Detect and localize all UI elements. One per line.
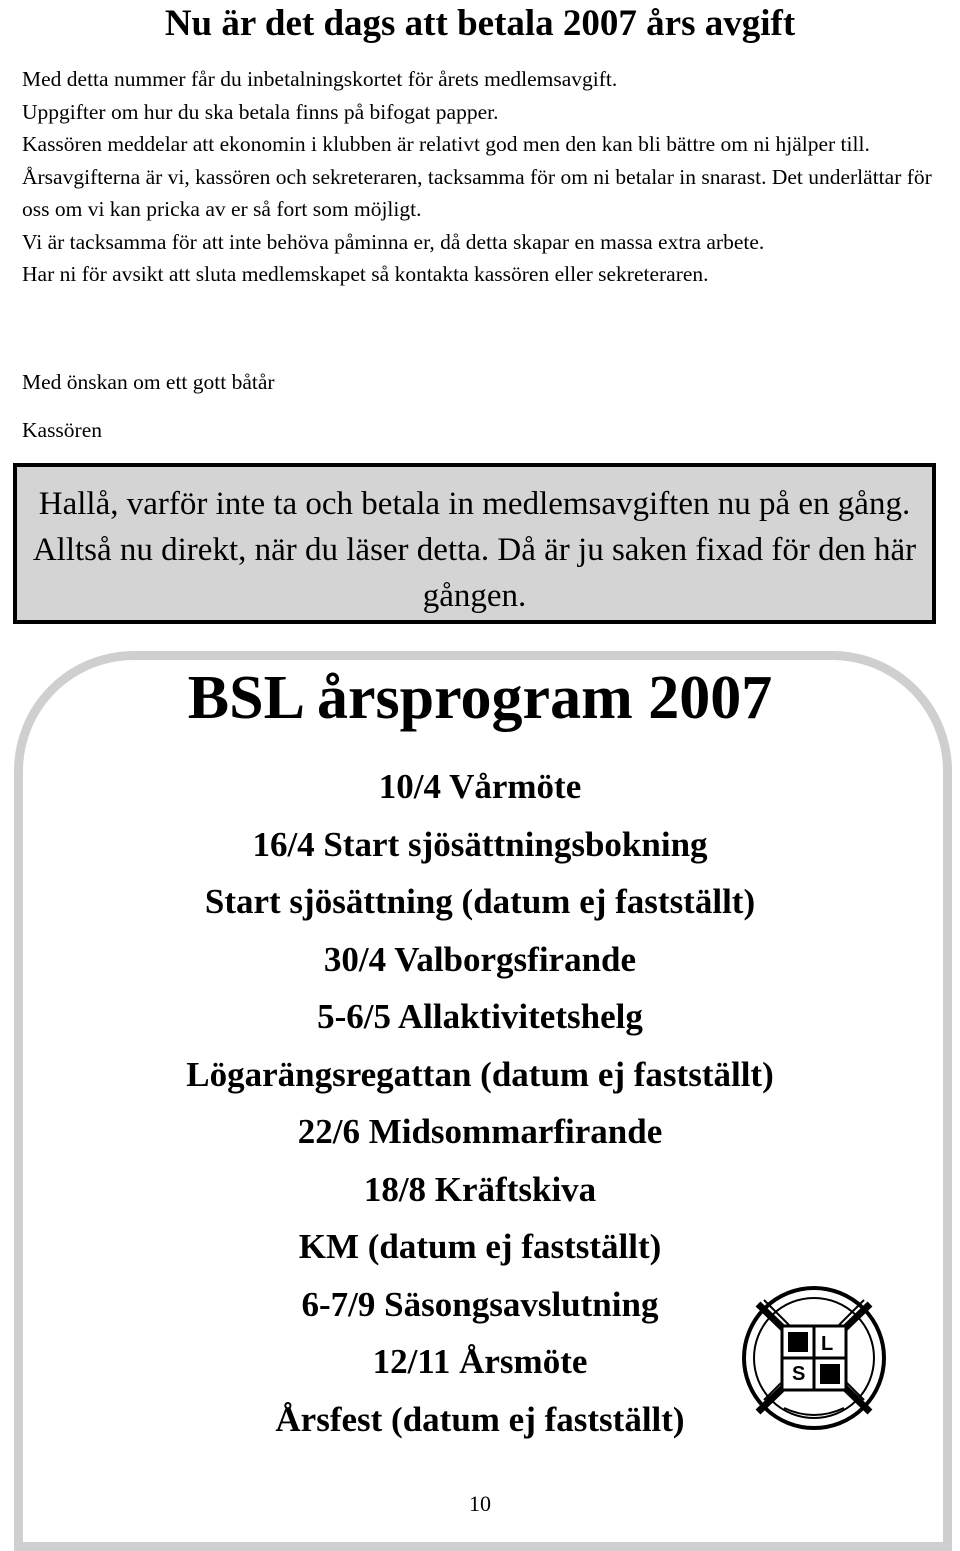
callout-text: Hallå, varför inte ta och betala in medlemsavgiften nu på en gång. Alltså nu direkt, när du läser detta. Då är ju saken fixad för den här gången. bbox=[32, 486, 917, 614]
program-event: KM (datum ej fastställt) bbox=[298, 1227, 662, 1266]
payment-reminder-callout bbox=[13, 463, 936, 624]
svg-text:L: L bbox=[821, 1333, 834, 1355]
program-event: 30/4 Valborgsfirande bbox=[323, 939, 637, 979]
program-event: 16/4 Start sjösättningsbokning bbox=[252, 824, 708, 864]
program-event: 18/8 Kräftskiva bbox=[363, 1169, 597, 1209]
program-event: 5-6/5 Allaktivitetshelg bbox=[317, 997, 643, 1036]
program-event: 12/11 Årsmöte bbox=[372, 1342, 588, 1381]
program-event: 6-7/9 Säsongsavslutning bbox=[301, 1284, 659, 1324]
article-line: Uppgifter om hur du ska betala finns på bifogat papper. bbox=[22, 99, 499, 124]
program-event: 10/4 Vårmöte bbox=[378, 767, 582, 806]
program-title: BSL årsprogram 2007 bbox=[187, 664, 773, 732]
program-event: Årsfest (datum ej fastställt) bbox=[275, 1399, 685, 1439]
article-signature: Kassören bbox=[22, 418, 103, 442]
article-greeting: Med önskan om ett gott båtår bbox=[22, 370, 275, 394]
article-body bbox=[22, 63, 942, 291]
program-event: 22/6 Midsommarfirande bbox=[297, 1112, 663, 1151]
article-line: Med detta nummer får du inbetalningskortet för årets medlemsavgift. bbox=[22, 67, 618, 91]
svg-text:S: S bbox=[792, 1363, 806, 1385]
article-line: Vi är tacksamma för att inte behöva påminna er, då detta skapar en massa extra arbete. bbox=[22, 229, 765, 254]
article-headline: Nu är det dags att betala 2007 års avgift bbox=[164, 3, 796, 44]
program-event: Start sjösättning (datum ej fastställt) bbox=[204, 882, 756, 921]
article-line: Har ni för avsikt att sluta medlemskapet så kontakta kassören eller sekreteraren. bbox=[22, 262, 709, 286]
page-number: 10 bbox=[469, 1491, 491, 1516]
article-line: Årsavgifterna är vi, kassören och sekreteraren, tacksamma för om ni betalar in snarast. Det underlättar för oss om vi kan pricka av er så fort som möjligt. bbox=[22, 164, 932, 221]
club-emblem-icon bbox=[738, 1282, 890, 1434]
program-event: Lögarängsregattan (datum ej fastställt) bbox=[186, 1054, 774, 1094]
article-line: Kassören meddelar att ekonomin i klubben är relativt god men den kan bli bättre om ni hjälper till. bbox=[22, 132, 870, 156]
